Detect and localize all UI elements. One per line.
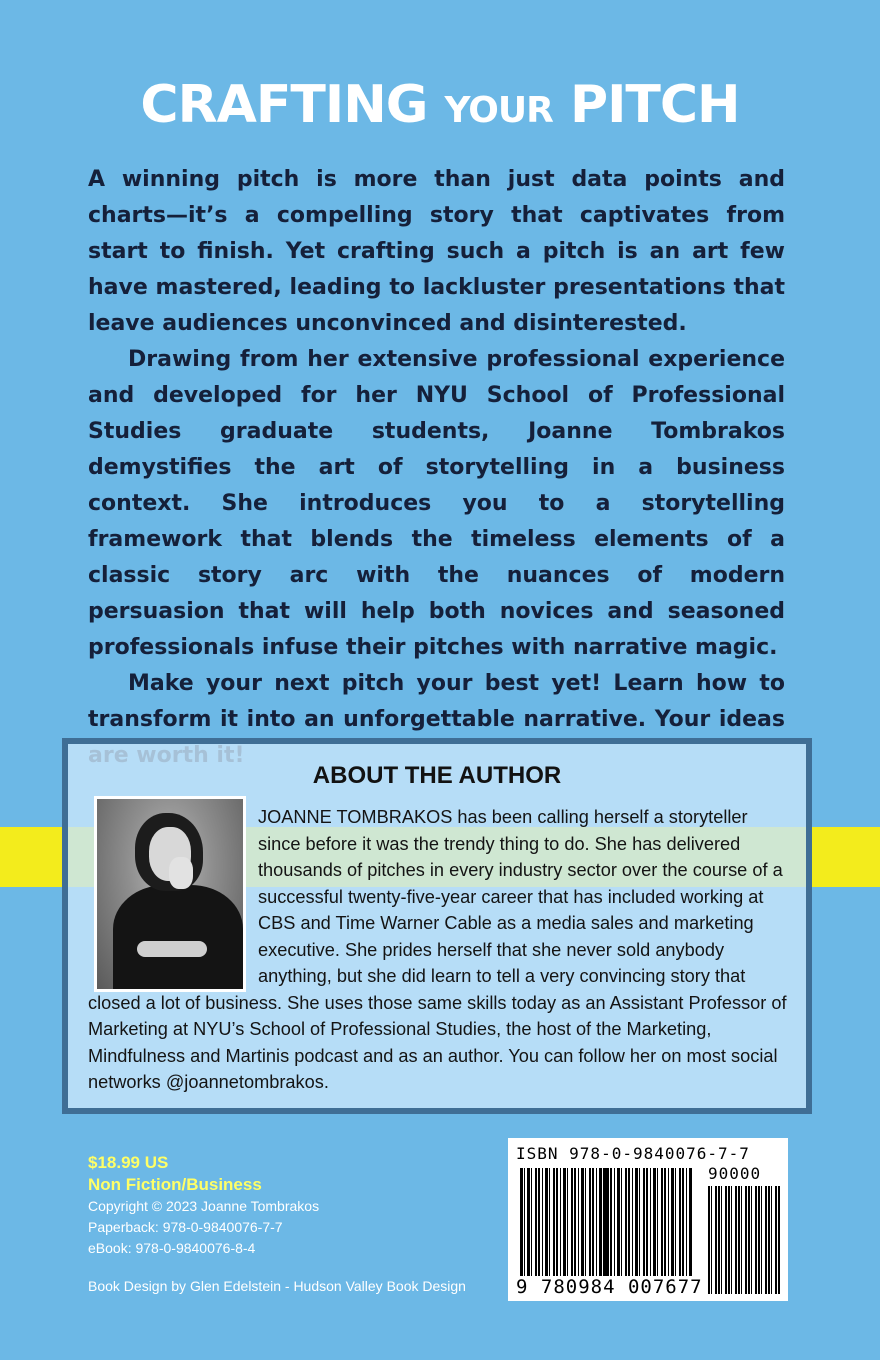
ebook-isbn: eBook: 978-0-9840076-8-4 bbox=[88, 1240, 256, 1256]
design-credit: Book Design by Glen Edelstein - Hudson Valley Book Design bbox=[88, 1278, 466, 1294]
book-title bbox=[0, 70, 880, 146]
title-part-crafting: CRAFTING bbox=[140, 75, 445, 135]
book-blurb bbox=[88, 162, 785, 774]
title-part-pitch: PITCH bbox=[552, 75, 740, 135]
barcode-isbn-label: ISBN 978-0-9840076-7-7 bbox=[516, 1144, 750, 1163]
barcode-digits: 9 780984 007677 bbox=[516, 1276, 703, 1298]
barcode-guard-right bbox=[689, 1168, 692, 1286]
about-author-box bbox=[62, 738, 812, 1114]
barcode-addon-bars bbox=[708, 1186, 780, 1294]
about-author-heading: ABOUT THE AUTHOR bbox=[312, 762, 562, 789]
photo-wrap-spacer bbox=[88, 796, 258, 982]
barcode-guard-left bbox=[520, 1168, 523, 1286]
book-info bbox=[88, 1152, 319, 1259]
isbn-barcode bbox=[508, 1138, 788, 1301]
price: $18.99 US bbox=[88, 1153, 169, 1172]
copyright: Copyright © 2023 Joanne Tombrakos bbox=[88, 1198, 320, 1214]
category: Non Fiction/Business bbox=[88, 1175, 262, 1194]
title-part-your: YOUR bbox=[444, 90, 553, 131]
blurb-paragraph-1: A winning pitch is more than just data points and charts—it’s a compelling story that captivates from start to finish. Yet crafting such a pitch is an art few have mastered, leading to lackluster presentations that leave audiences unconvinced and disinterested. bbox=[88, 167, 785, 336]
barcode-guard-center bbox=[604, 1168, 607, 1286]
paperback-isbn: Paperback: 978-0-9840076-7-7 bbox=[88, 1219, 283, 1235]
author-bio: JOANNE TOMBRAKOS has been calling herself a storyteller since before it was the trendy thing to do. She has delivered thousands of pitches in every industry sector over the course of a successful twenty-five-year career that has included working at CBS and Time Warner Cable as a media sales and marketing executive. She prides herself that she never sold anybody anything, but she did learn to tell a very convincing story that closed a lot of business. She uses those same skills today as an Assistant Professor of Marketing at NYU’s School of Professional Studies, the host of the Marketing, Mindfulness and Martinis podcast and as an author. You can follow her on most social networks @joannetombrakos. bbox=[88, 807, 787, 1092]
barcode-addon-number: 90000 bbox=[708, 1164, 762, 1183]
blurb-paragraph-3: Make your next pitch your best yet! Learn how to transform it into an unforgettable narrative. Your ideas bbox=[88, 671, 785, 732]
author-bio-container bbox=[88, 804, 788, 1096]
blurb-paragraph-2: Drawing from her extensive professional experience and developed for her NYU School of Professional Studies graduate students, Joanne Tombrakos demystifies the art of storytelling in a business context. She introduces you to a storytelling framework that blends the timeless elements of a classic story arc with the nuances of modern persuasion that will help both novices and seasoned professionals infuse their pitches with narrative magic. bbox=[88, 347, 785, 660]
